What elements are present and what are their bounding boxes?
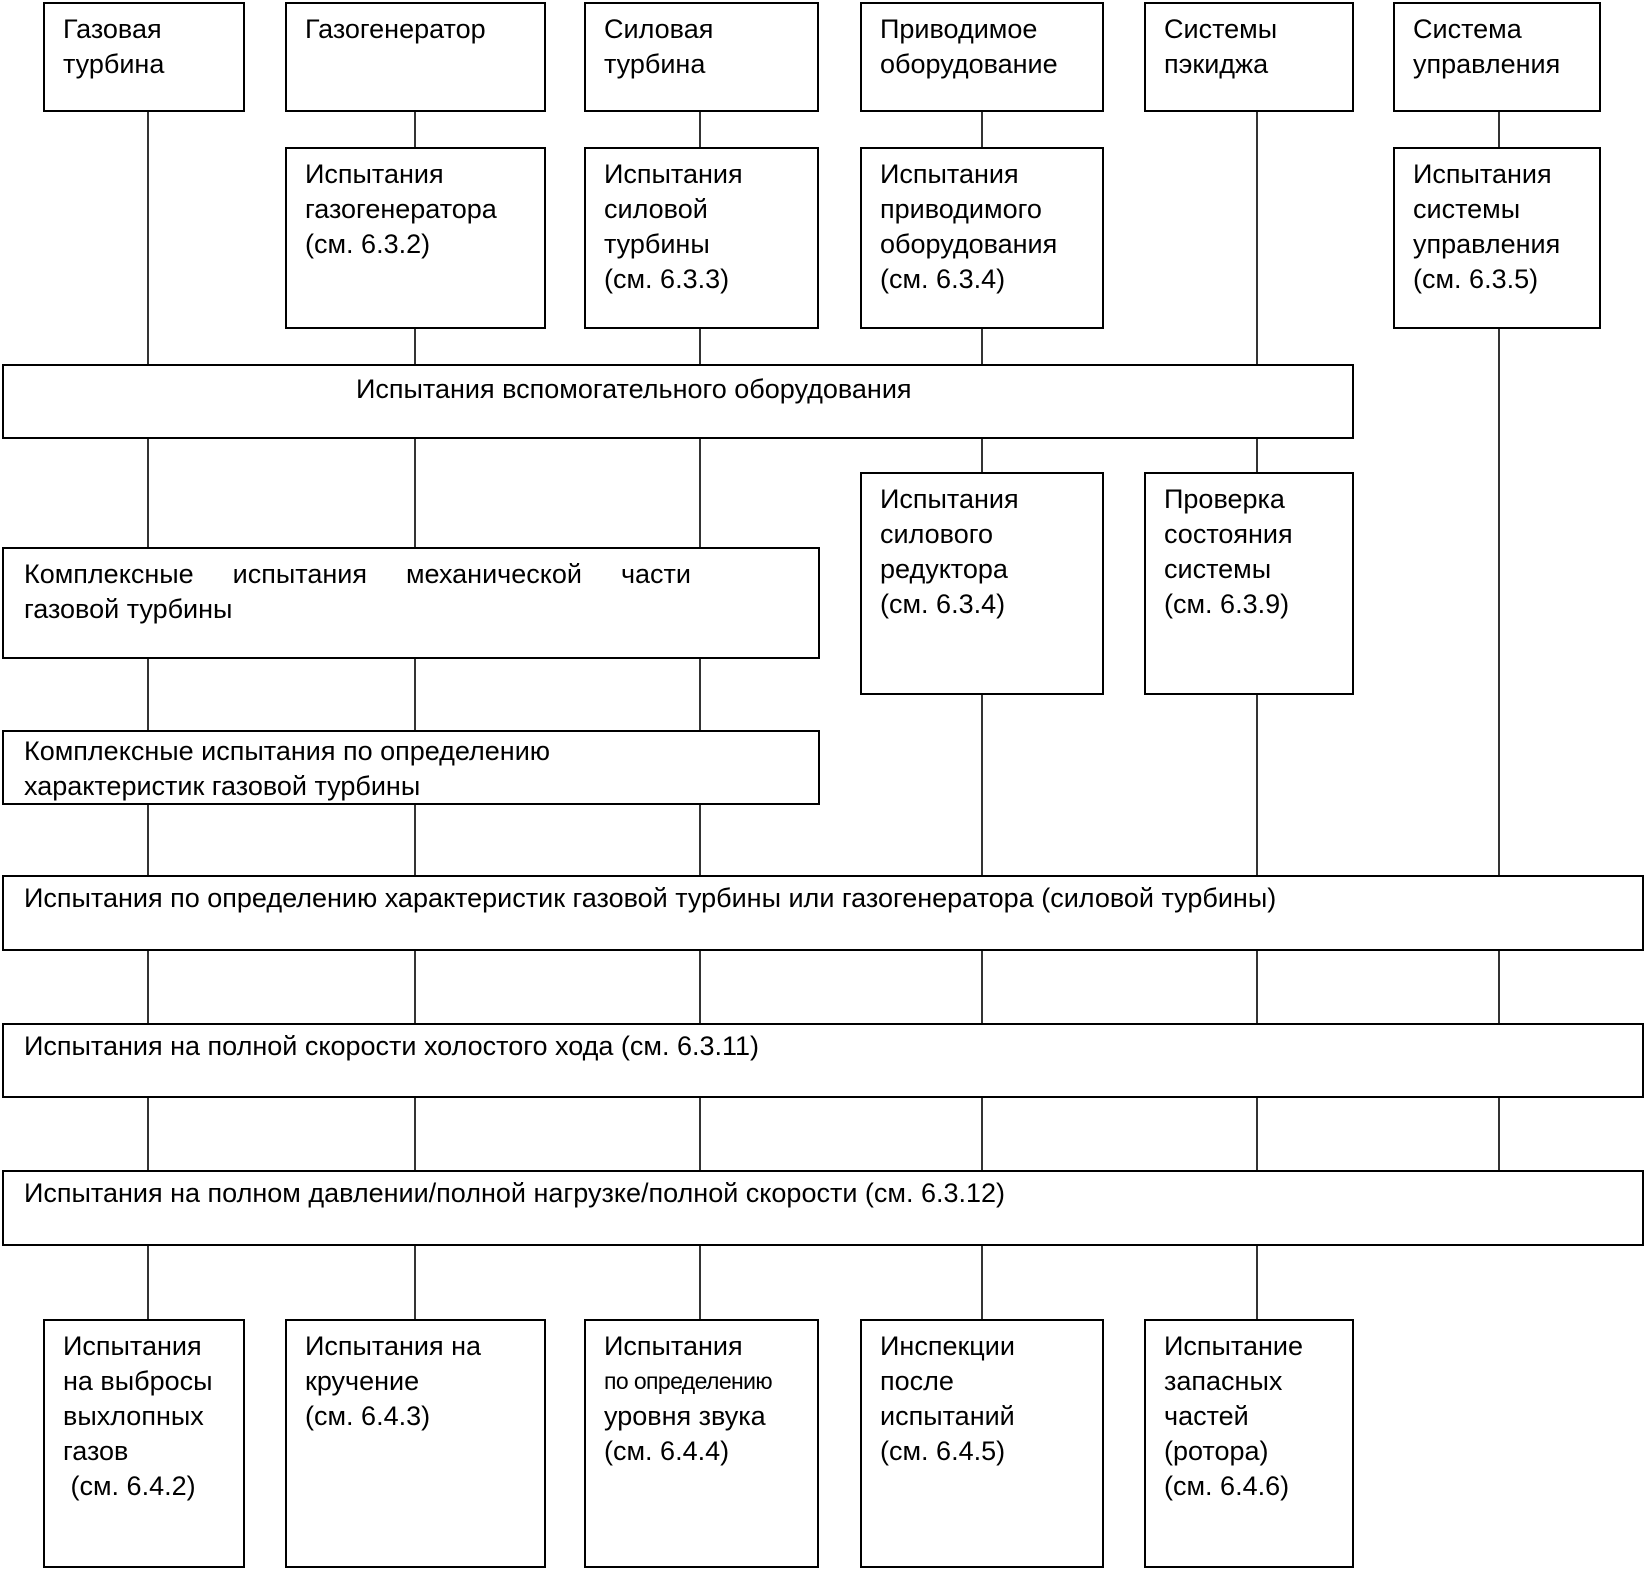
box-text-line: Газогенератор (305, 14, 486, 44)
power-turbine-box (584, 2, 819, 112)
box-text-line: газов (63, 1436, 129, 1466)
box-text-line: (см. 6.3.4) (880, 264, 1006, 294)
box-text-line: Испытания (63, 1331, 202, 1361)
box-text-line: силовой (604, 194, 708, 224)
box-text-line: (см. 6.4.5) (880, 1436, 1006, 1466)
box-text-line: Проверка (1164, 484, 1285, 514)
box-text-line: Испытания на полной скорости холостого хода (см. 6.3.11) (24, 1031, 760, 1061)
box-text-line: силового (880, 519, 993, 549)
box-text-line: выхлопных (63, 1401, 204, 1431)
box-text-line: состояния (1164, 519, 1293, 549)
box-text-line: Системы (1164, 14, 1278, 44)
box-text-line: управления (1413, 229, 1561, 259)
box-text-line: Испытания (604, 1331, 743, 1361)
performance-test-bar (2, 875, 1644, 951)
exhaust-emissions-test-box (43, 1319, 245, 1568)
box-text-line: Инспекции (880, 1331, 1015, 1361)
box-text-line: Испытания вспомогательного оборудования (356, 374, 912, 404)
box-text-line: кручение (305, 1366, 420, 1396)
power-gear-test-box (860, 472, 1104, 695)
torsion-test-box (285, 1319, 546, 1568)
box-text-line: Приводимое (880, 14, 1038, 44)
box-text-line: газогенератора (305, 194, 497, 224)
box-text-line: (ротора) (1164, 1436, 1269, 1466)
box-text-line: турбина (63, 49, 165, 79)
box-text-line: оборудования (880, 229, 1058, 259)
auxiliary-equipment-test-bar (2, 364, 1354, 439)
box-text-line: турбина (604, 49, 706, 79)
box-text-line: приводимого (880, 194, 1042, 224)
box-text-line: системы (1413, 194, 1521, 224)
box-text-line: по определению (604, 1368, 773, 1394)
box-text-line: системы (1164, 554, 1272, 584)
mechanical-complex-test-bar (2, 547, 820, 659)
box-text-line: Испытания по определению характеристик газовой турбины или газогенератора (силовой турбины) (24, 883, 1277, 913)
package-systems-box (1144, 2, 1354, 112)
box-text-line: Комплексные испытания по определению (24, 736, 551, 766)
box-text-line: (см. 6.4.6) (1164, 1471, 1290, 1501)
box-text-line: испытаний (880, 1401, 1015, 1431)
box-text-line: Газовая (63, 14, 162, 44)
box-text-line: (см. 6.3.2) (305, 229, 431, 259)
box-text-line: газовой турбины (24, 594, 233, 624)
sound-level-test-box (584, 1319, 819, 1568)
control-system-test-box (1393, 147, 1601, 329)
box-text-line: уровня звука (604, 1401, 766, 1431)
box-text-line: Испытания (880, 484, 1019, 514)
box-text-line: управления (1413, 49, 1561, 79)
box-text-line: редуктора (880, 554, 1008, 584)
box-text-line: на выбросы (63, 1366, 213, 1396)
box-text-line: частей (1164, 1401, 1249, 1431)
full-load-test-bar (2, 1170, 1644, 1246)
box-text-line: оборудование (880, 49, 1058, 79)
box-text-line: (см. 6.3.3) (604, 264, 730, 294)
box-text-line: характеристик газовой турбины (24, 771, 421, 801)
box-text-line: пэкиджа (1164, 49, 1269, 79)
box-text-line: (см. 6.3.9) (1164, 589, 1290, 619)
box-text-line: (см. 6.4.2) (63, 1471, 196, 1501)
driven-equipment-box (860, 2, 1104, 112)
box-text-line: Испытания (604, 159, 743, 189)
box-text-line: (см. 6.4.4) (604, 1436, 730, 1466)
post-test-inspection-box (860, 1319, 1104, 1568)
box-text-line: Испытания на полном давлении/полной нагрузке/полной скорости (см. 6.3.12) (24, 1178, 1006, 1208)
box-text-line: Испытание (1164, 1331, 1304, 1361)
box-text-line: Испытания (880, 159, 1019, 189)
box-text-line: турбины (604, 229, 710, 259)
control-system-box (1393, 2, 1601, 112)
gas-turbine-box (43, 2, 245, 112)
idle-speed-test-bar (2, 1023, 1644, 1098)
performance-complex-test-bar (2, 730, 820, 805)
box-text-line: Система (1413, 14, 1522, 44)
box-text-line: (см. 6.3.4) (880, 589, 1006, 619)
box-text-line: Испытания (305, 159, 444, 189)
box-text-line: запасных (1164, 1366, 1283, 1396)
spare-parts-test-box (1144, 1319, 1354, 1568)
box-text-line: Испытания (1413, 159, 1552, 189)
gas-generator-test-box (285, 147, 546, 329)
box-text-line: (см. 6.3.5) (1413, 264, 1539, 294)
driven-equipment-test-box (860, 147, 1104, 329)
power-turbine-test-box (584, 147, 819, 329)
box-text-line: Испытания на (305, 1331, 482, 1361)
system-check-box (1144, 472, 1354, 695)
box-text-line: Комплексные испытания механической части (24, 559, 691, 589)
box-text-line: Силовая (604, 14, 714, 44)
box-text-line: (см. 6.4.3) (305, 1401, 431, 1431)
box-text-line: после (880, 1366, 954, 1396)
gas-generator-box (285, 2, 546, 112)
